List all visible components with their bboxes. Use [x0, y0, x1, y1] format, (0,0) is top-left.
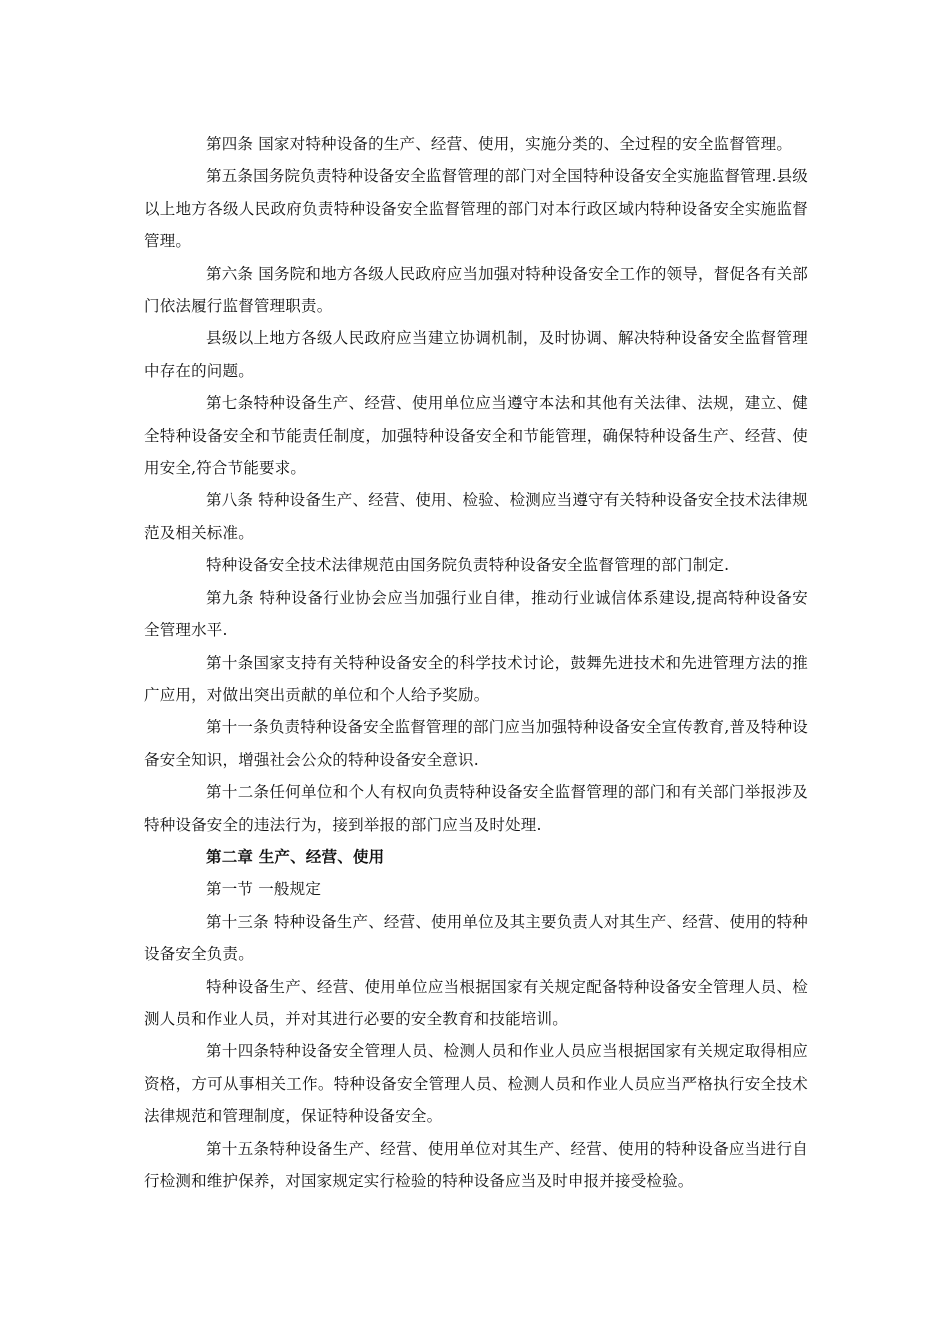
section-1-heading: 第一节 一般规定: [206, 880, 322, 899]
article-9-paragraph: 第九条 特种设备行业协会应当加强行业自律，推动行业诚信体系建设,提高特种设备安全管理水平.: [144, 588, 808, 640]
document-page: [144, 128, 808, 1197]
article-12-paragraph: 第十二条任何单位和个人有权向负责特种设备安全监督管理的部门和有关部门举报涉及特种设备安全的违法行为，接到举报的部门应当及时处理.: [144, 783, 808, 834]
article-4-paragraph: 第四条 国家对特种设备的生产、经营、使用，实施分类的、全过程的安全监督管理。: [206, 135, 793, 153]
article-13-paragraph: 第十三条 特种设备生产、经营、使用单位及其主要负责人对其生产、经营、使用的特种设备安全负责。: [144, 912, 808, 964]
article-8-paragraph: 第八条 特种设备生产、经营、使用、检验、检测应当遵守有关特种设备安全技术法律规范及相关标准。: [144, 491, 808, 542]
article-14-paragraph: 第十四条特种设备安全管理人员、检测人员和作业人员应当根据国家有关规定取得相应资格，方可从事相关工作。特种设备安全管理人员、检测人员和作业人员应当严格执行安全技术法律规范和管理制度，保证特种设备安全。: [144, 1042, 808, 1126]
article-13-sub-paragraph: 特种设备生产、经营、使用单位应当根据国家有关规定配备特种设备安全管理人员、检测人员和作业人员，并对其进行必要的安全教育和技能培训。: [144, 977, 808, 1028]
article-5-paragraph: 第五条国务院负责特种设备安全监督管理的部门对全国特种设备安全实施监督管理.县级以上地方各级人民政府负责特种设备安全监督管理的部门对本行政区域内特种设备安全实施监督管理。: [144, 167, 808, 251]
article-15-paragraph: 第十五条特种设备生产、经营、使用单位对其生产、经营、使用的特种设备应当进行自行检测和维护保养，对国家规定实行检验的特种设备应当及时申报并接受检验。: [144, 1139, 808, 1190]
article-11-paragraph: 第十一条负责特种设备安全监督管理的部门应当加强特种设备安全宣传教育,普及特种设备安全知识，增强社会公众的特种设备安全意识.: [144, 718, 808, 769]
article-6-paragraph: 第六条 国务院和地方各级人民政府应当加强对特种设备安全工作的领导，督促各有关部门依法履行监督管理职责。: [144, 264, 808, 316]
article-6-sub-paragraph: 县级以上地方各级人民政府应当建立协调机制，及时协调、解决特种设备安全监督管理中存在的问题。: [144, 329, 808, 380]
article-8-sub-paragraph: 特种设备安全技术法律规范由国务院负责特种设备安全监督管理的部门制定.: [206, 556, 730, 575]
article-7-paragraph: 第七条特种设备生产、经营、使用单位应当遵守本法和其他有关法律、法规，建立、健全特种设备安全和节能责任制度，加强特种设备安全和节能管理，确保特种设备生产、经营、使用安全,符合节能要求。: [144, 394, 808, 478]
chapter-2-heading: 第二章 生产、经营、使用: [206, 846, 385, 866]
article-10-paragraph: 第十条国家支持有关特种设备安全的科学技术讨论，鼓舞先进技术和先进管理方法的推广应用，对做出突出贡献的单位和个人给予奖励。: [144, 653, 808, 704]
